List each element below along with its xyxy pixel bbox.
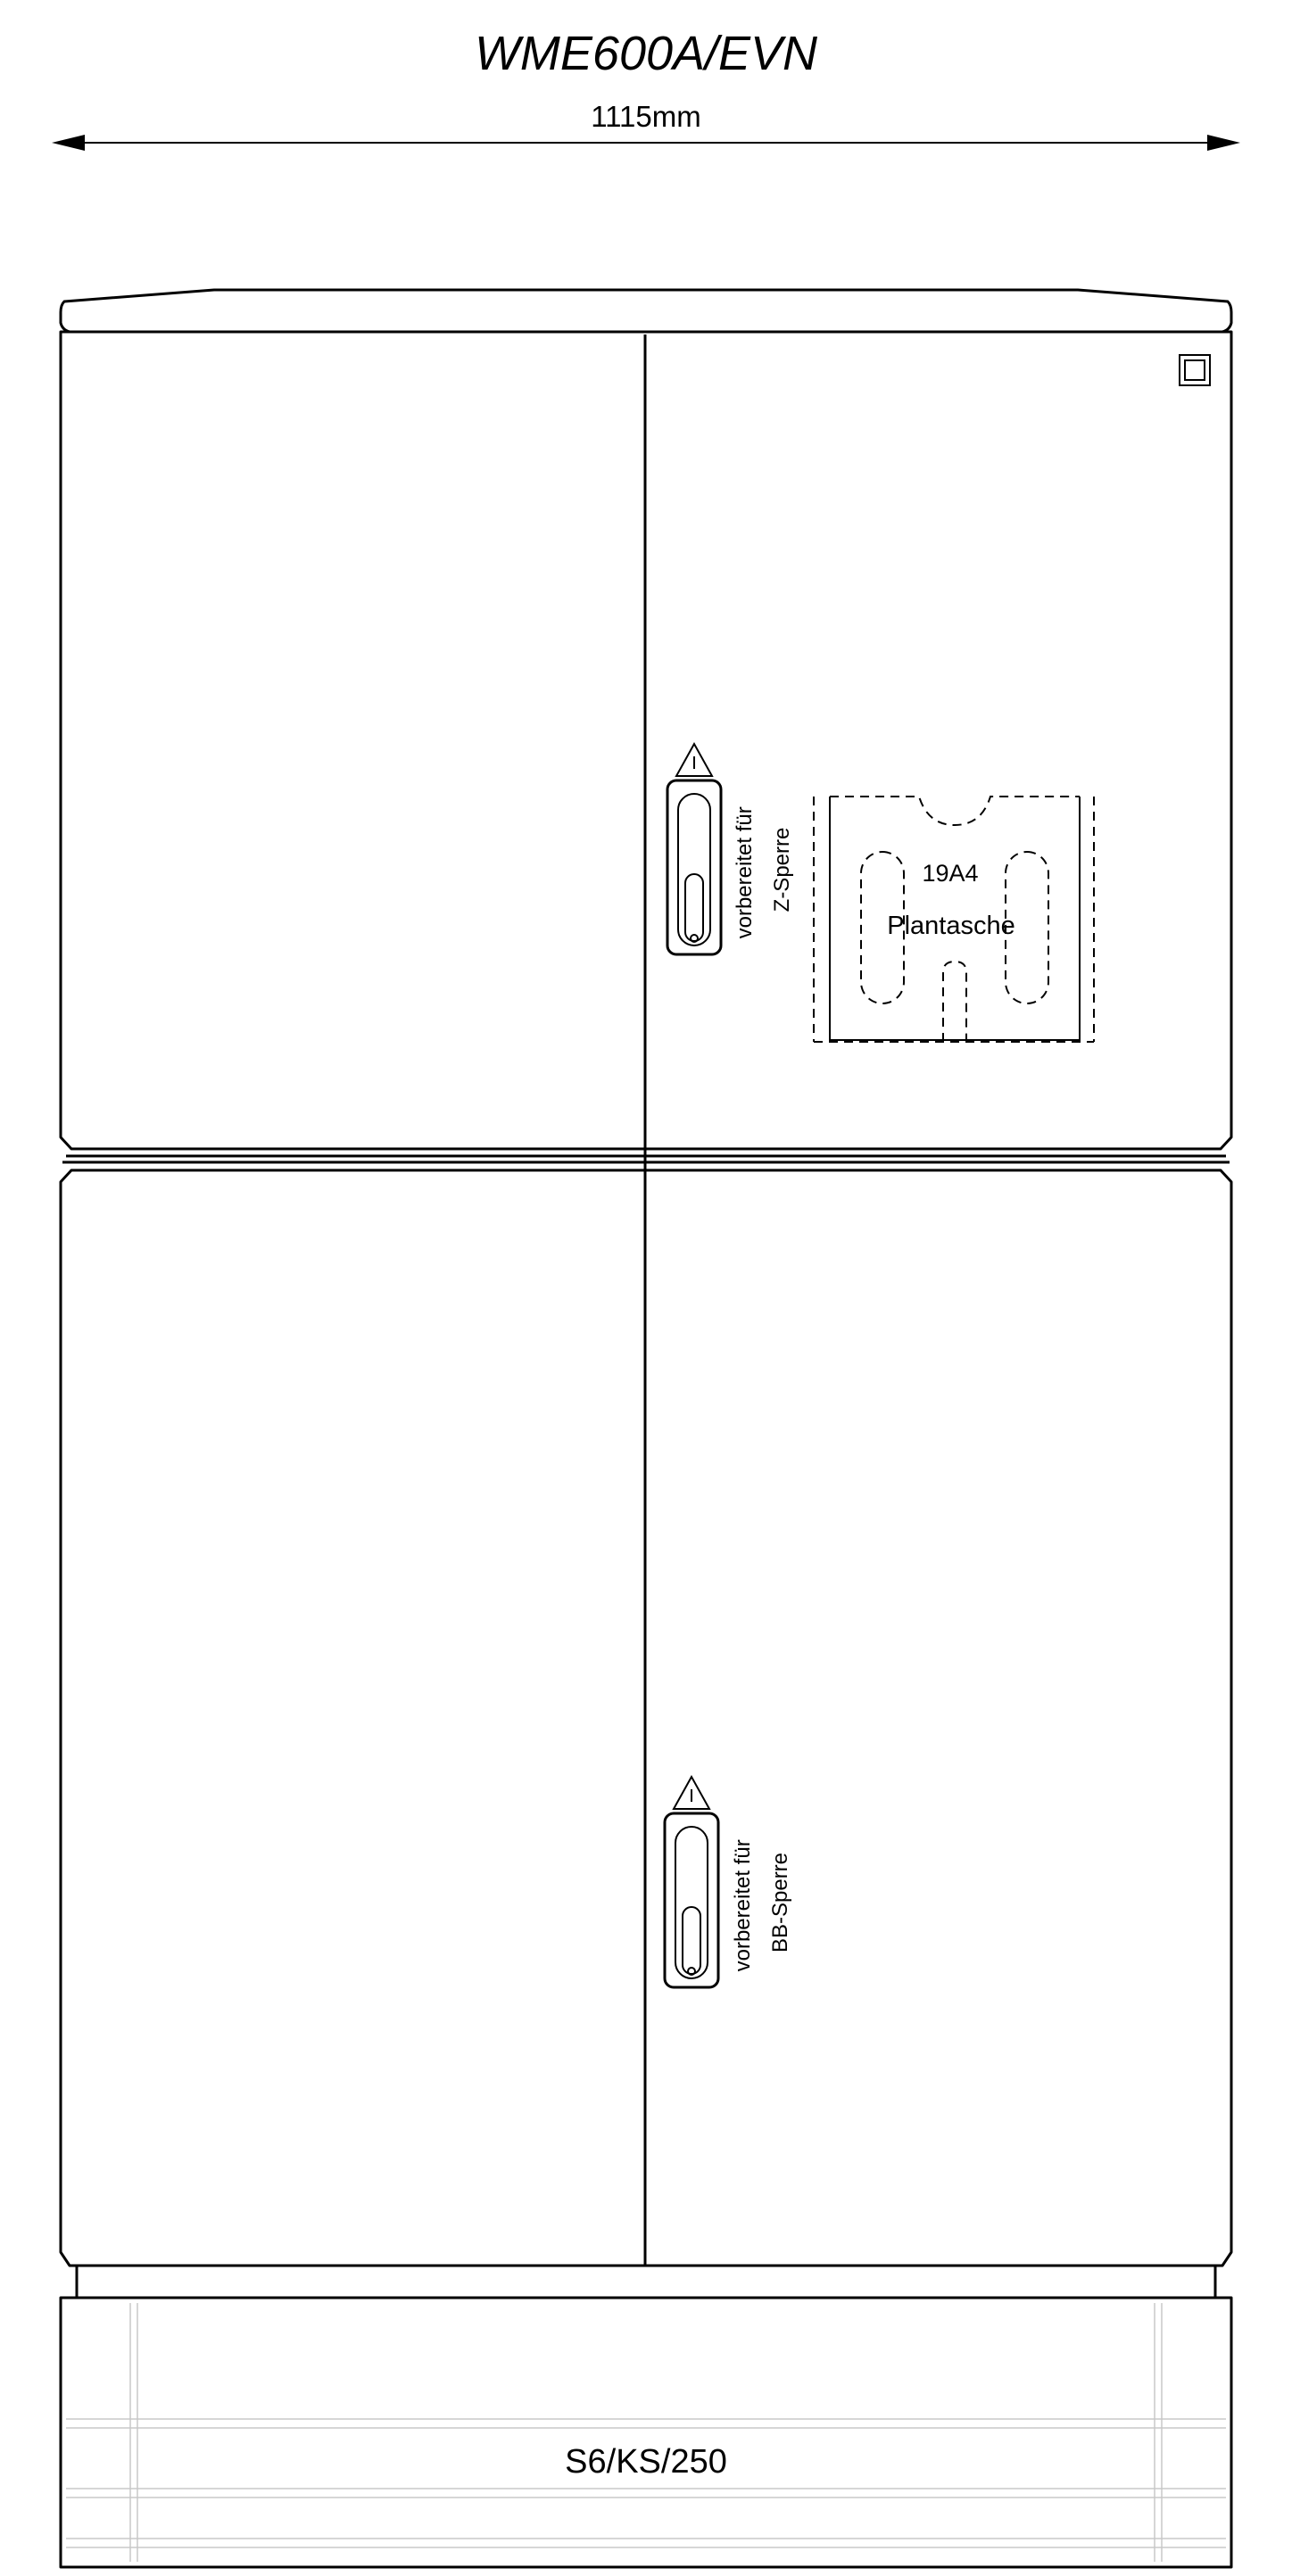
plan-pocket-label: Plantasche [887, 912, 1015, 940]
cabinet-base [61, 2298, 1231, 2567]
width-label: 1115mm [591, 100, 701, 133]
plinth-strip [77, 2266, 1215, 2298]
dimension-arrow-left [52, 135, 85, 151]
dimension-arrow-right [1207, 135, 1240, 151]
plan-pocket-code: 19A4 [922, 860, 979, 887]
lower-lock-label-line2: BB-Sperre [768, 1852, 792, 1953]
lower-lock-label-line1: vorbereitet für [731, 1839, 755, 1972]
square-marker-icon [1180, 355, 1210, 385]
width-dimension [52, 100, 1240, 151]
cabinet-roof [61, 290, 1231, 332]
lower-door-frame [61, 1170, 1231, 2266]
lower-lock-label [731, 1834, 792, 1972]
lower-lock-handle[interactable] [665, 1777, 718, 1987]
upper-door-frame [61, 332, 1231, 1149]
upper-lock-label-line2: Z-Sperre [770, 827, 794, 912]
upper-lock-label [733, 801, 794, 939]
upper-lock-handle[interactable] [667, 744, 721, 954]
drawing-title: WME600A/EVN [474, 27, 818, 80]
plan-pocket [814, 797, 1094, 1042]
door-divider [62, 1149, 1230, 1170]
base-label: S6/KS/250 [565, 2443, 727, 2481]
upper-lock-label-line1: vorbereitet für [733, 806, 757, 939]
